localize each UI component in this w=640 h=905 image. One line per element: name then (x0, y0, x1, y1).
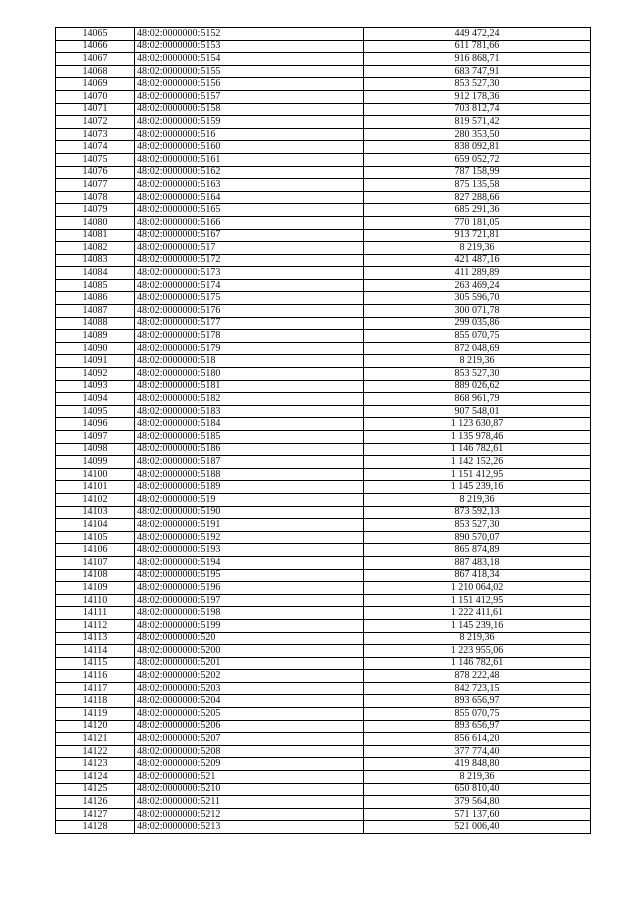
cadastral-number-cell: 48:02:0000000:5211 (135, 796, 364, 809)
cadastral-value-cell: 872 048,69 (364, 342, 591, 355)
cadastral-number-cell: 48:02:0000000:5202 (135, 670, 364, 683)
cadastral-value-cell: 703 812,74 (364, 103, 591, 116)
table-row (56, 607, 591, 620)
table-row (56, 720, 591, 733)
cadastral-value-cell: 853 527,30 (364, 78, 591, 91)
table-row (56, 342, 591, 355)
cadastral-number-cell: 48:02:0000000:5153 (135, 40, 364, 53)
table-row (56, 90, 591, 103)
table-row (56, 368, 591, 381)
table-row (56, 103, 591, 116)
cadastral-number-cell: 48:02:0000000:5213 (135, 821, 364, 834)
row-number-cell: 14107 (56, 556, 135, 569)
cadastral-number-cell: 48:02:0000000:5152 (135, 28, 364, 41)
row-number-cell: 14116 (56, 670, 135, 683)
cadastral-number-cell: 48:02:0000000:5163 (135, 179, 364, 192)
table-row (56, 796, 591, 809)
cadastral-value-cell: 787 158,99 (364, 166, 591, 179)
row-number-cell: 14073 (56, 128, 135, 141)
row-number-cell: 14092 (56, 368, 135, 381)
cadastral-number-cell: 48:02:0000000:5204 (135, 695, 364, 708)
cadastral-number-cell: 48:02:0000000:5156 (135, 78, 364, 91)
cadastral-value-cell: 912 178,36 (364, 90, 591, 103)
row-number-cell: 14120 (56, 720, 135, 733)
row-number-cell: 14097 (56, 431, 135, 444)
table-row (56, 556, 591, 569)
cadastral-number-cell: 48:02:0000000:5157 (135, 90, 364, 103)
cadastral-value-cell: 305 596,70 (364, 292, 591, 305)
row-number-cell: 14105 (56, 531, 135, 544)
cadastral-value-cell: 521 006,40 (364, 821, 591, 834)
table-row (56, 632, 591, 645)
table-row (56, 443, 591, 456)
table-row (56, 695, 591, 708)
cadastral-number-cell: 48:02:0000000:521 (135, 771, 364, 784)
table-row (56, 65, 591, 78)
table-row (56, 657, 591, 670)
cadastral-number-cell: 48:02:0000000:5165 (135, 204, 364, 217)
table-row (56, 456, 591, 469)
row-number-cell: 14083 (56, 254, 135, 267)
row-number-cell: 14086 (56, 292, 135, 305)
cadastral-value-cell: 856 614,20 (364, 733, 591, 746)
cadastral-value-cell: 1 222 411,61 (364, 607, 591, 620)
cadastral-number-cell: 48:02:0000000:5198 (135, 607, 364, 620)
table-row (56, 317, 591, 330)
table-row (56, 808, 591, 821)
table-row (56, 481, 591, 494)
cadastral-value-cell: 8 219,36 (364, 355, 591, 368)
cadastral-number-cell: 48:02:0000000:5191 (135, 519, 364, 532)
table-row (56, 745, 591, 758)
cadastral-value-cell: 263 469,24 (364, 279, 591, 292)
table-row (56, 229, 591, 242)
cadastral-value-cell: 419 848,80 (364, 758, 591, 771)
row-number-cell: 14106 (56, 544, 135, 557)
row-number-cell: 14068 (56, 65, 135, 78)
row-number-cell: 14123 (56, 758, 135, 771)
cadastral-value-cell: 1 151 412,95 (364, 594, 591, 607)
cadastral-number-cell: 48:02:0000000:5158 (135, 103, 364, 116)
cadastral-value-cell: 1 135 978,46 (364, 431, 591, 444)
row-number-cell: 14077 (56, 179, 135, 192)
cadastral-value-cell: 1 223 955,06 (364, 645, 591, 658)
table-row (56, 582, 591, 595)
table-row (56, 153, 591, 166)
cadastral-value-cell: 1 146 782,61 (364, 657, 591, 670)
table-row (56, 493, 591, 506)
table-row (56, 645, 591, 658)
table-row (56, 330, 591, 343)
table-row (56, 355, 591, 368)
cadastral-value-cell: 865 874,89 (364, 544, 591, 557)
cadastral-number-cell: 48:02:0000000:5192 (135, 531, 364, 544)
cadastral-number-cell: 48:02:0000000:5203 (135, 682, 364, 695)
row-number-cell: 14074 (56, 141, 135, 154)
cadastral-number-cell: 48:02:0000000:5155 (135, 65, 364, 78)
cadastral-value-cell: 411 289,89 (364, 267, 591, 280)
table-row (56, 531, 591, 544)
cadastral-number-cell: 48:02:0000000:5182 (135, 393, 364, 406)
cadastral-value-cell: 887 483,18 (364, 556, 591, 569)
table-row (56, 305, 591, 318)
cadastral-value-cell: 867 418,34 (364, 569, 591, 582)
cadastral-number-cell: 48:02:0000000:5185 (135, 431, 364, 444)
row-number-cell: 14108 (56, 569, 135, 582)
row-number-cell: 14082 (56, 242, 135, 255)
cadastral-value-cell: 449 472,24 (364, 28, 591, 41)
table-row (56, 279, 591, 292)
cadastral-value-cell: 913 721,81 (364, 229, 591, 242)
cadastral-number-cell: 48:02:0000000:5177 (135, 317, 364, 330)
table-row (56, 519, 591, 532)
cadastral-value-cell: 1 145 239,16 (364, 481, 591, 494)
cadastral-value-cell: 421 487,16 (364, 254, 591, 267)
row-number-cell: 14101 (56, 481, 135, 494)
cadastral-number-cell: 48:02:0000000:5187 (135, 456, 364, 469)
table-row (56, 179, 591, 192)
cadastral-number-cell: 48:02:0000000:5162 (135, 166, 364, 179)
row-number-cell: 14098 (56, 443, 135, 456)
cadastral-number-cell: 48:02:0000000:5209 (135, 758, 364, 771)
row-number-cell: 14080 (56, 216, 135, 229)
cadastral-number-cell: 48:02:0000000:5154 (135, 53, 364, 66)
cadastral-value-cell: 827 288,66 (364, 191, 591, 204)
row-number-cell: 14072 (56, 116, 135, 129)
table-row (56, 682, 591, 695)
row-number-cell: 14094 (56, 393, 135, 406)
table-row (56, 733, 591, 746)
cadastral-number-cell: 48:02:0000000:5179 (135, 342, 364, 355)
row-number-cell: 14124 (56, 771, 135, 784)
row-number-cell: 14071 (56, 103, 135, 116)
cadastral-number-cell: 48:02:0000000:5166 (135, 216, 364, 229)
table-row (56, 468, 591, 481)
row-number-cell: 14091 (56, 355, 135, 368)
table-row (56, 418, 591, 431)
table-row (56, 53, 591, 66)
cadastral-value-cell: 853 527,30 (364, 519, 591, 532)
row-number-cell: 14111 (56, 607, 135, 620)
cadastral-number-cell: 48:02:0000000:5189 (135, 481, 364, 494)
cadastral-number-cell: 48:02:0000000:517 (135, 242, 364, 255)
row-number-cell: 14089 (56, 330, 135, 343)
cadastral-number-cell: 48:02:0000000:5183 (135, 405, 364, 418)
row-number-cell: 14099 (56, 456, 135, 469)
row-number-cell: 14090 (56, 342, 135, 355)
table-row (56, 431, 591, 444)
cadastral-value-cell: 819 571,42 (364, 116, 591, 129)
cadastral-number-cell: 48:02:0000000:5173 (135, 267, 364, 280)
cadastral-number-cell: 48:02:0000000:520 (135, 632, 364, 645)
cadastral-number-cell: 48:02:0000000:516 (135, 128, 364, 141)
cadastral-value-cell: 659 052,72 (364, 153, 591, 166)
cadastral-number-cell: 48:02:0000000:5207 (135, 733, 364, 746)
cadastral-value-cell: 299 035,86 (364, 317, 591, 330)
table-row (56, 191, 591, 204)
cadastral-value-cell: 1 146 782,61 (364, 443, 591, 456)
table-row (56, 40, 591, 53)
table-row (56, 78, 591, 91)
cadastral-value-cell: 907 548,01 (364, 405, 591, 418)
cadastral-value-cell: 853 527,30 (364, 368, 591, 381)
table-row (56, 619, 591, 632)
cadastral-value-cell: 300 071,78 (364, 305, 591, 318)
row-number-cell: 14117 (56, 682, 135, 695)
row-number-cell: 14118 (56, 695, 135, 708)
row-number-cell: 14076 (56, 166, 135, 179)
table-row (56, 128, 591, 141)
row-number-cell: 14102 (56, 493, 135, 506)
row-number-cell: 14065 (56, 28, 135, 41)
row-number-cell: 14100 (56, 468, 135, 481)
cadastral-number-cell: 48:02:0000000:5176 (135, 305, 364, 318)
cadastral-number-cell: 48:02:0000000:5212 (135, 808, 364, 821)
row-number-cell: 14109 (56, 582, 135, 595)
cadastral-number-cell: 48:02:0000000:5199 (135, 619, 364, 632)
cadastral-number-cell: 48:02:0000000:5184 (135, 418, 364, 431)
cadastral-number-cell: 48:02:0000000:5210 (135, 783, 364, 796)
row-number-cell: 14103 (56, 506, 135, 519)
cadastral-number-cell: 48:02:0000000:5197 (135, 594, 364, 607)
cadastral-value-cell: 379 564,80 (364, 796, 591, 809)
cadastral-value-cell: 611 781,66 (364, 40, 591, 53)
cadastral-number-cell: 48:02:0000000:5193 (135, 544, 364, 557)
cadastral-value-cell: 650 810,40 (364, 783, 591, 796)
row-number-cell: 14078 (56, 191, 135, 204)
cadastral-value-cell: 685 291,36 (364, 204, 591, 217)
row-number-cell: 14127 (56, 808, 135, 821)
cadastral-value-cell: 889 026,62 (364, 380, 591, 393)
cadastral-number-cell: 48:02:0000000:5196 (135, 582, 364, 595)
table-row (56, 405, 591, 418)
row-number-cell: 14104 (56, 519, 135, 532)
cadastral-number-cell: 48:02:0000000:5206 (135, 720, 364, 733)
row-number-cell: 14113 (56, 632, 135, 645)
table-row (56, 204, 591, 217)
row-number-cell: 14075 (56, 153, 135, 166)
row-number-cell: 14110 (56, 594, 135, 607)
table-row (56, 254, 591, 267)
row-number-cell: 14087 (56, 305, 135, 318)
cadastral-value-cell: 683 747,91 (364, 65, 591, 78)
row-number-cell: 14081 (56, 229, 135, 242)
table-row (56, 116, 591, 129)
cadastral-number-cell: 48:02:0000000:518 (135, 355, 364, 368)
cadastral-number-cell: 48:02:0000000:5160 (135, 141, 364, 154)
row-number-cell: 14121 (56, 733, 135, 746)
table-row (56, 141, 591, 154)
cadastral-number-cell: 48:02:0000000:5181 (135, 380, 364, 393)
cadastral-value-cell: 878 222,48 (364, 670, 591, 683)
cadastral-value-table (55, 27, 591, 834)
row-number-cell: 14115 (56, 657, 135, 670)
table-row (56, 393, 591, 406)
cadastral-value-cell: 280 353,50 (364, 128, 591, 141)
cadastral-number-cell: 48:02:0000000:5194 (135, 556, 364, 569)
cadastral-value-cell: 8 219,36 (364, 771, 591, 784)
cadastral-value-cell: 893 656,97 (364, 695, 591, 708)
cadastral-number-cell: 48:02:0000000:5174 (135, 279, 364, 292)
cadastral-value-cell: 855 070,75 (364, 330, 591, 343)
cadastral-value-cell: 875 135,58 (364, 179, 591, 192)
cadastral-value-cell: 377 774,40 (364, 745, 591, 758)
table-row (56, 166, 591, 179)
row-number-cell: 14114 (56, 645, 135, 658)
cadastral-number-cell: 48:02:0000000:5208 (135, 745, 364, 758)
cadastral-value-cell: 873 592,13 (364, 506, 591, 519)
table-row (56, 758, 591, 771)
cadastral-number-cell: 48:02:0000000:5200 (135, 645, 364, 658)
row-number-cell: 14066 (56, 40, 135, 53)
cadastral-value-cell: 8 219,36 (364, 632, 591, 645)
cadastral-value-cell: 1 142 152,26 (364, 456, 591, 469)
table-row (56, 28, 591, 41)
cadastral-value-cell: 890 570,07 (364, 531, 591, 544)
row-number-cell: 14088 (56, 317, 135, 330)
row-number-cell: 14096 (56, 418, 135, 431)
cadastral-value-cell: 916 868,71 (364, 53, 591, 66)
row-number-cell: 14069 (56, 78, 135, 91)
cadastral-number-cell: 48:02:0000000:5186 (135, 443, 364, 456)
row-number-cell: 14093 (56, 380, 135, 393)
table-row (56, 821, 591, 834)
row-number-cell: 14095 (56, 405, 135, 418)
row-number-cell: 14079 (56, 204, 135, 217)
cadastral-number-cell: 48:02:0000000:5205 (135, 708, 364, 721)
row-number-cell: 14084 (56, 267, 135, 280)
row-number-cell: 14085 (56, 279, 135, 292)
cadastral-value-cell: 8 219,36 (364, 242, 591, 255)
table-row (56, 670, 591, 683)
cadastral-value-cell: 770 181,05 (364, 216, 591, 229)
cadastral-value-cell: 893 656,97 (364, 720, 591, 733)
cadastral-value-cell: 868 961,79 (364, 393, 591, 406)
cadastral-value-cell: 8 219,36 (364, 493, 591, 506)
cadastral-value-cell: 842 723,15 (364, 682, 591, 695)
table-row (56, 242, 591, 255)
cadastral-number-cell: 48:02:0000000:5167 (135, 229, 364, 242)
cadastral-number-cell: 48:02:0000000:5201 (135, 657, 364, 670)
table-row (56, 783, 591, 796)
row-number-cell: 14128 (56, 821, 135, 834)
cadastral-number-cell: 48:02:0000000:5195 (135, 569, 364, 582)
cadastral-number-cell: 48:02:0000000:5172 (135, 254, 364, 267)
cadastral-value-cell: 1 145 239,16 (364, 619, 591, 632)
cadastral-number-cell: 48:02:0000000:5178 (135, 330, 364, 343)
cadastral-number-cell: 48:02:0000000:5161 (135, 153, 364, 166)
table-row (56, 594, 591, 607)
table-row (56, 267, 591, 280)
row-number-cell: 14112 (56, 619, 135, 632)
cadastral-number-cell: 48:02:0000000:5188 (135, 468, 364, 481)
table-row (56, 506, 591, 519)
table-row (56, 216, 591, 229)
cadastral-value-cell: 1 210 064,02 (364, 582, 591, 595)
table-row (56, 380, 591, 393)
table-row (56, 708, 591, 721)
cadastral-number-cell: 48:02:0000000:519 (135, 493, 364, 506)
table-row (56, 544, 591, 557)
row-number-cell: 14122 (56, 745, 135, 758)
row-number-cell: 14125 (56, 783, 135, 796)
cadastral-value-cell: 571 137,60 (364, 808, 591, 821)
row-number-cell: 14070 (56, 90, 135, 103)
cadastral-value-cell: 838 092,81 (364, 141, 591, 154)
cadastral-number-cell: 48:02:0000000:5180 (135, 368, 364, 381)
row-number-cell: 14126 (56, 796, 135, 809)
row-number-cell: 14067 (56, 53, 135, 66)
table-row (56, 771, 591, 784)
cadastral-number-cell: 48:02:0000000:5175 (135, 292, 364, 305)
table-row (56, 292, 591, 305)
row-number-cell: 14119 (56, 708, 135, 721)
table-row (56, 569, 591, 582)
cadastral-number-cell: 48:02:0000000:5190 (135, 506, 364, 519)
cadastral-number-cell: 48:02:0000000:5159 (135, 116, 364, 129)
cadastral-value-cell: 1 151 412,95 (364, 468, 591, 481)
cadastral-number-cell: 48:02:0000000:5164 (135, 191, 364, 204)
table-body (56, 28, 591, 834)
cadastral-value-cell: 855 070,75 (364, 708, 591, 721)
cadastral-value-cell: 1 123 630,87 (364, 418, 591, 431)
